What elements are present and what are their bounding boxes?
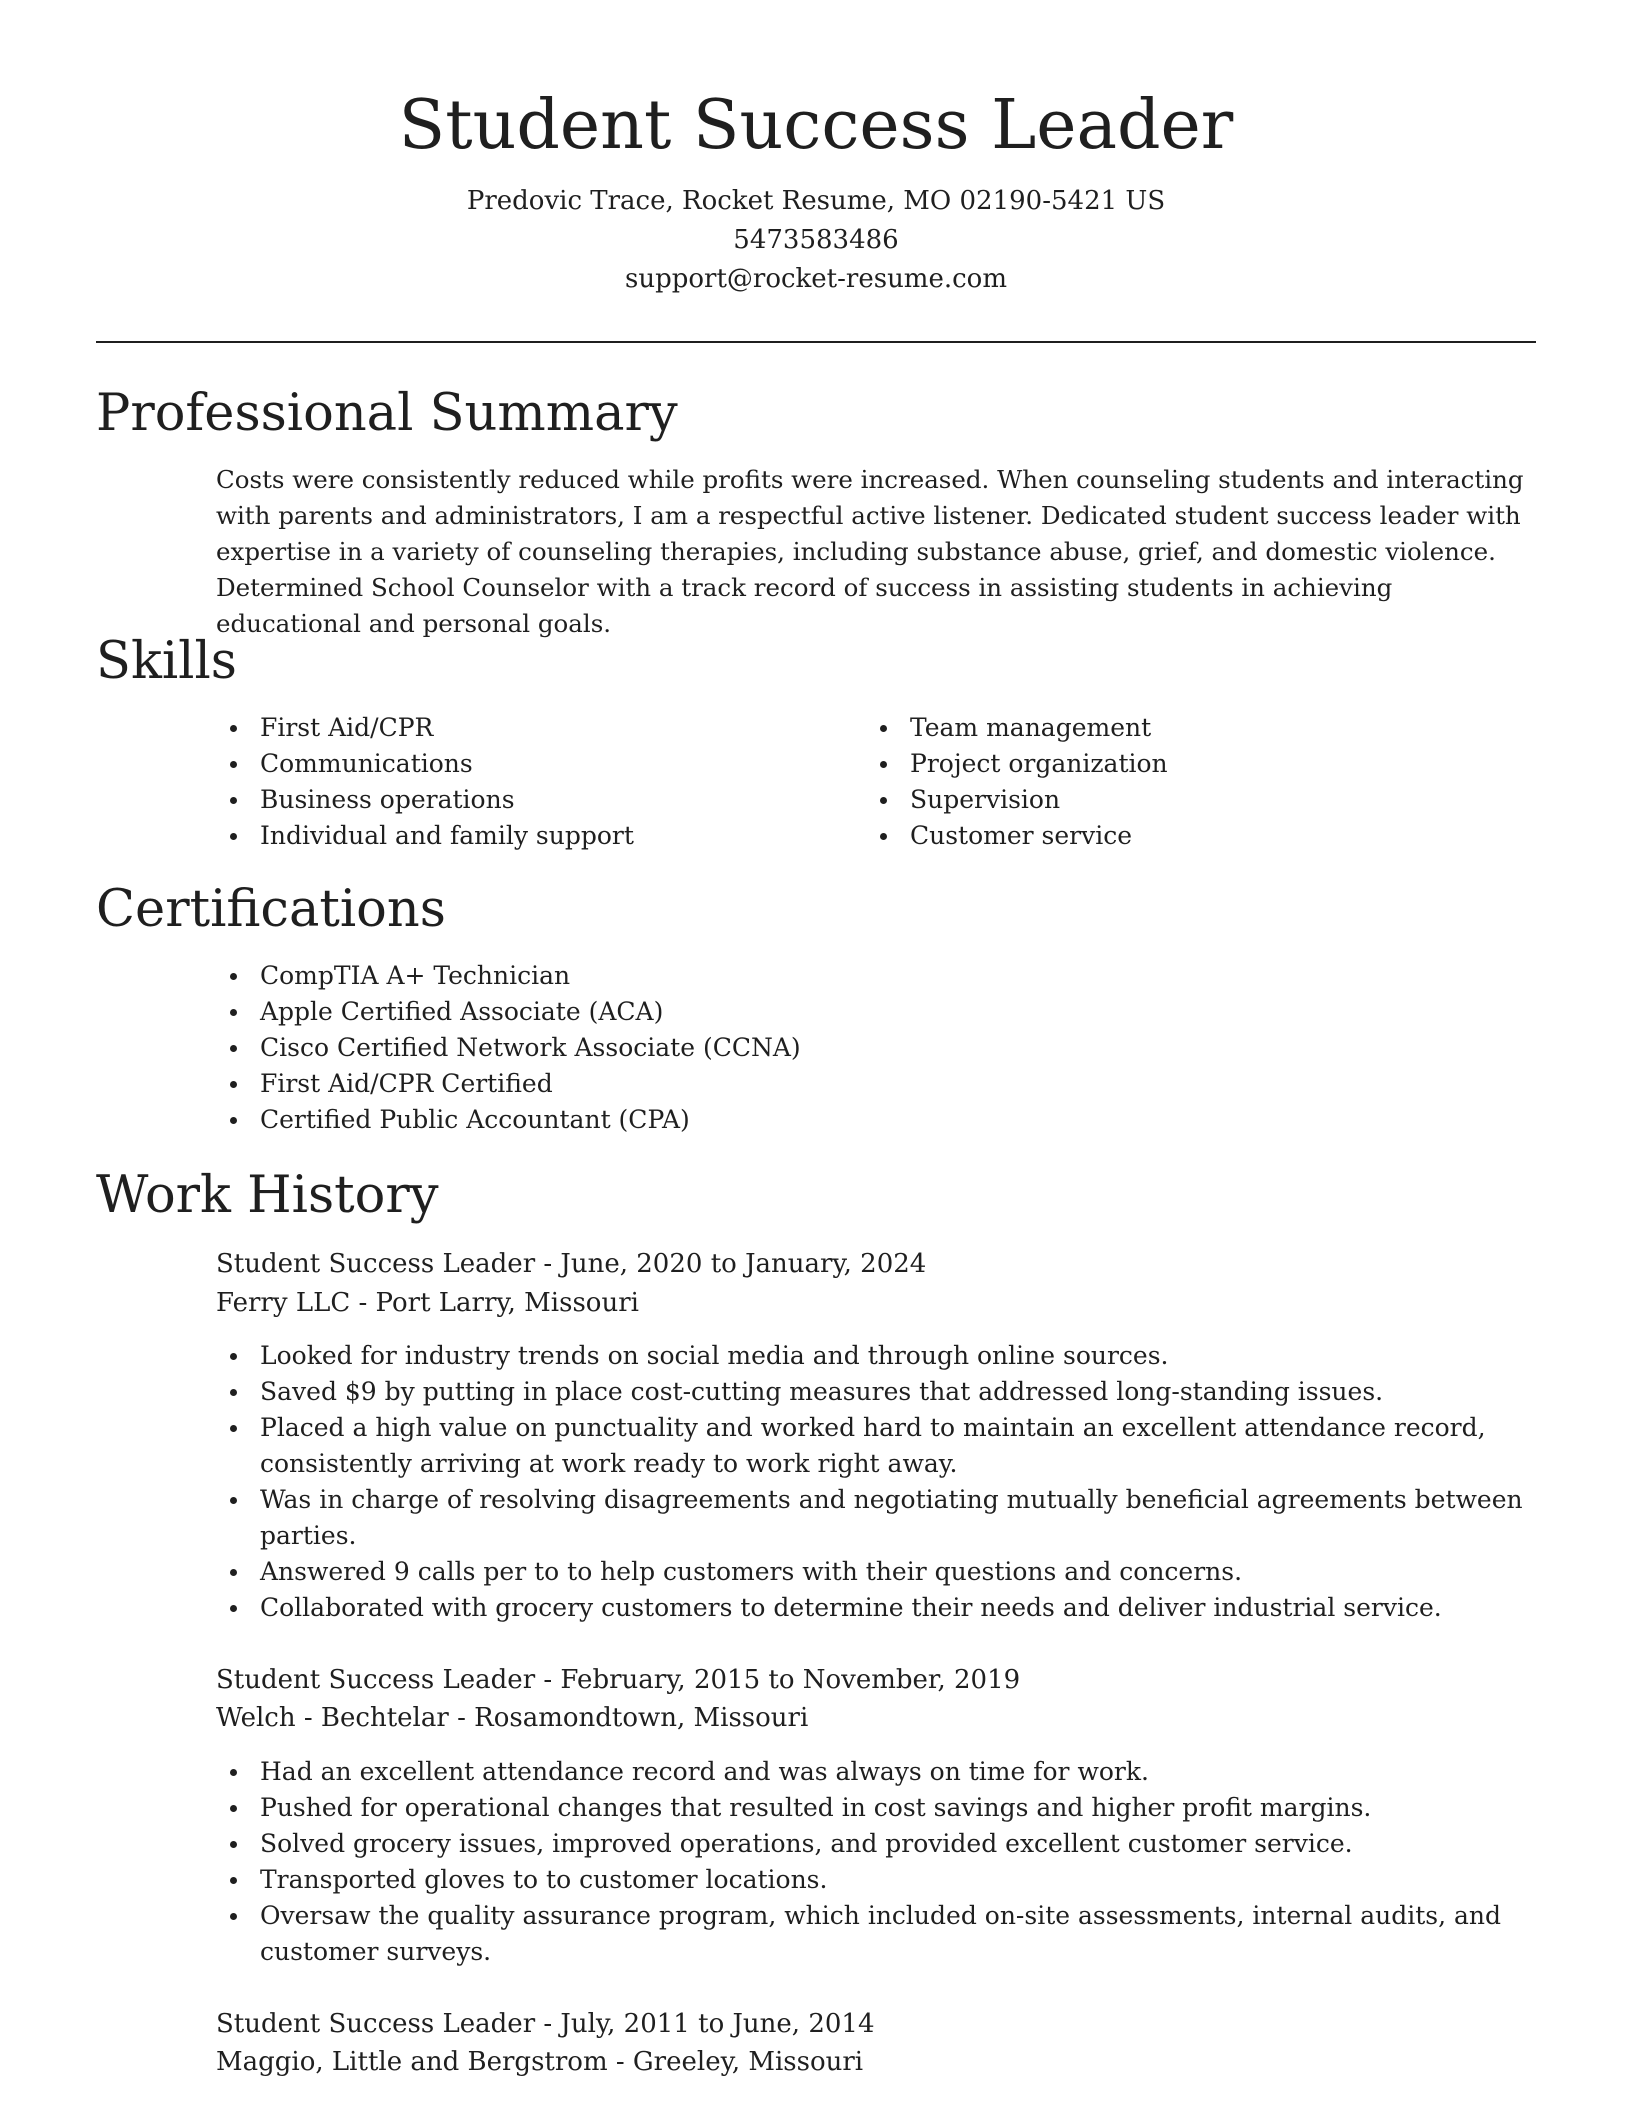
list-item: Answered 9 calls per to to help customers with their questions and concerns. — [216, 1554, 1538, 1590]
job-heading: Student Success Leader - February, 2015 to November, 2019 — [216, 1665, 1021, 1695]
skills-list-left — [216, 710, 836, 854]
list-item: Had an excellent attendance record and was always on time for work. — [216, 1754, 1538, 1790]
email-address: support@rocket-resume.com — [624, 264, 1007, 294]
list-item: First Aid/CPR — [216, 710, 836, 746]
address: Predovic Trace, Rocket Resume, MO 02190-5421 US — [466, 186, 1166, 216]
list-item: First Aid/CPR Certified — [216, 1066, 1536, 1102]
list-item: Collaborated with grocery customers to determine their needs and deliver industrial service. — [216, 1590, 1538, 1626]
resume-header — [96, 78, 1536, 299]
list-item: Transported gloves to to customer locations. — [216, 1862, 1538, 1898]
list-item: Was in charge of resolving disagreements and negotiating mutually beneficial agreements between parties. — [216, 1482, 1538, 1554]
list-item: Business operations — [216, 782, 836, 818]
list-item: Apple Certified Associate (ACA) — [216, 994, 1536, 1030]
skills-heading: Skills — [96, 632, 237, 691]
job-bullets — [216, 1754, 1538, 1970]
list-item: Placed a high value on punctuality and worked hard to maintain an excellent attendance record, consistently arriving at work ready to work right away. — [216, 1410, 1538, 1482]
job-heading: Student Success Leader - June, 2020 to January, 2024 — [216, 1249, 927, 1279]
header-divider — [96, 341, 1536, 343]
job-heading: Student Success Leader - July, 2011 to June, 2014 — [216, 2009, 875, 2039]
list-item: Pushed for operational changes that resulted in cost savings and higher profit margins. — [216, 1790, 1538, 1826]
job-company: Maggio, Little and Bergstrom - Greeley, Missouri — [216, 2047, 864, 2077]
list-item: Customer service — [866, 818, 1486, 854]
list-item: Solved grocery issues, improved operations, and provided excellent customer service. — [216, 1826, 1538, 1862]
list-item: Saved $9 by putting in place cost-cutting measures that addressed long-standing issues. — [216, 1374, 1538, 1410]
list-item: Communications — [216, 746, 836, 782]
summary-heading: Professional Summary — [96, 384, 678, 443]
list-item: Certified Public Accountant (CPA) — [216, 1102, 1536, 1138]
certifications-list — [216, 958, 1536, 1138]
phone-number: 5473583486 — [733, 225, 899, 255]
list-item: Oversaw the quality assurance program, which included on-site assessments, internal audits, and customer surveys. — [216, 1898, 1538, 1970]
list-item: Cisco Certified Network Associate (CCNA) — [216, 1030, 1536, 1066]
job-bullets — [216, 1338, 1538, 1626]
candidate-name: Student Success Leader — [398, 86, 1234, 165]
list-item: Looked for industry trends on social media and through online sources. — [216, 1338, 1538, 1374]
list-item: Team management — [866, 710, 1486, 746]
summary-text: Costs were consistently reduced while profits were increased. When counseling students and interacting with parents and administrators, I am a respectful active listener. Dedicated student success leader with expertise in a variety of counseling therapies, including substance abuse, grief, and domestic violence. Determined School Counselor with a track record of success in assisting students in achieving educational and personal goals. — [216, 465, 1524, 638]
work-history-heading: Work History — [96, 1166, 439, 1225]
list-item: Project organization — [866, 746, 1486, 782]
job-company: Welch - Bechtelar - Rosamondtown, Missouri — [216, 1703, 809, 1733]
list-item: Supervision — [866, 782, 1486, 818]
certifications-heading: Certifications — [96, 880, 446, 939]
job-company: Ferry LLC - Port Larry, Missouri — [216, 1288, 639, 1318]
list-item: Individual and family support — [216, 818, 836, 854]
list-item: CompTIA A+ Technician — [216, 958, 1536, 994]
skills-list-right — [866, 710, 1486, 854]
